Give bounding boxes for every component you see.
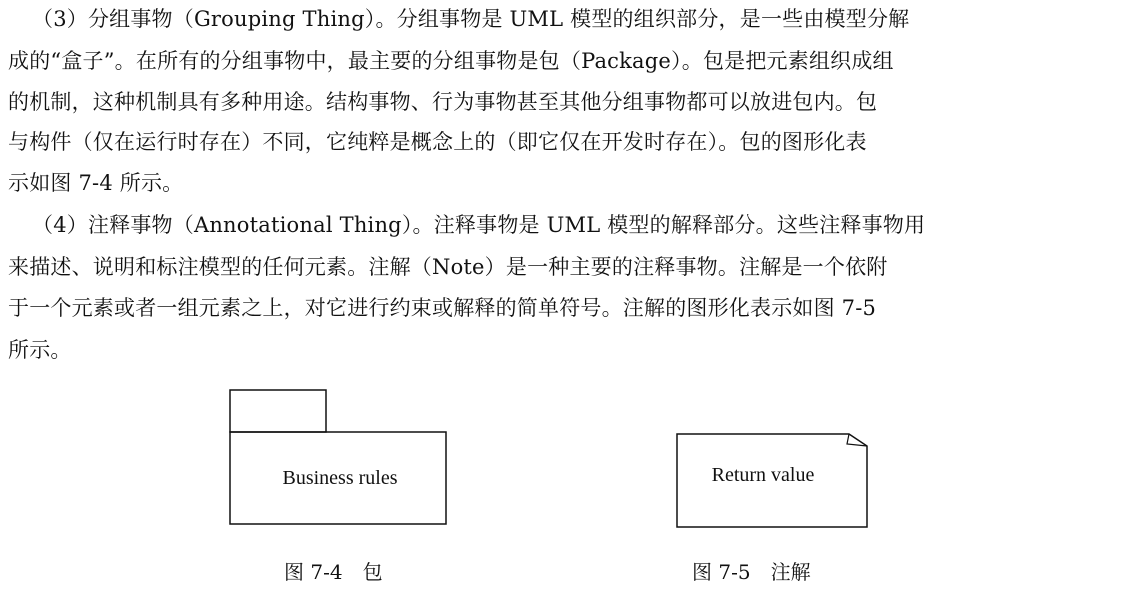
note-label: Return value xyxy=(711,464,815,486)
paragraph-2-line-4: 所示。 xyxy=(8,338,72,362)
paragraph-1-line-3: 的机制，这种机制具有多种用途。结构事物、行为事物甚至其他分组事物都可以放进包内。包 xyxy=(8,90,878,114)
paragraph-1-line-2: 成的“盒子”。在所有的分组事物中，最主要的分组事物是包（Package）。包是把元素组织成组 xyxy=(8,49,894,73)
figures-svg xyxy=(0,380,1127,606)
figure-7-4-caption: 图 7-4 包 xyxy=(284,560,383,584)
package-tab xyxy=(230,390,326,432)
paragraph-1-line-4: 与构件（仅在运行时存在）不同，它纯粹是概念上的（即它仅在开发时存在）。包的图形化表 xyxy=(8,130,867,154)
paragraph-2-line-2: 来描述、说明和标注模型的任何元素。注解（Note）是一种主要的注释事物。注解是一个依附 xyxy=(8,255,888,279)
paragraph-2-line-3: 于一个元素或者一组元素之上，对它进行约束或解释的简单符号。注解的图形化表示如图 7-5 xyxy=(8,296,877,320)
package-symbol xyxy=(230,390,446,524)
figures-row xyxy=(0,380,1127,606)
figure-7-5-caption: 图 7-5 注解 xyxy=(692,560,811,584)
paragraph-1-line-5: 示如图 7-4 所示。 xyxy=(8,171,184,195)
note-symbol xyxy=(677,434,867,527)
paragraph-2-line-1: （4）注释事物（Annotational Thing）。注释事物是 UML 模型的解释部分。这些注释事物用 xyxy=(32,213,926,237)
package-label: Business rules xyxy=(282,467,398,489)
paragraph-1-line-1: （3）分组事物（Grouping Thing）。分组事物是 UML 模型的组织部分，是一些由模型分解 xyxy=(32,7,910,31)
